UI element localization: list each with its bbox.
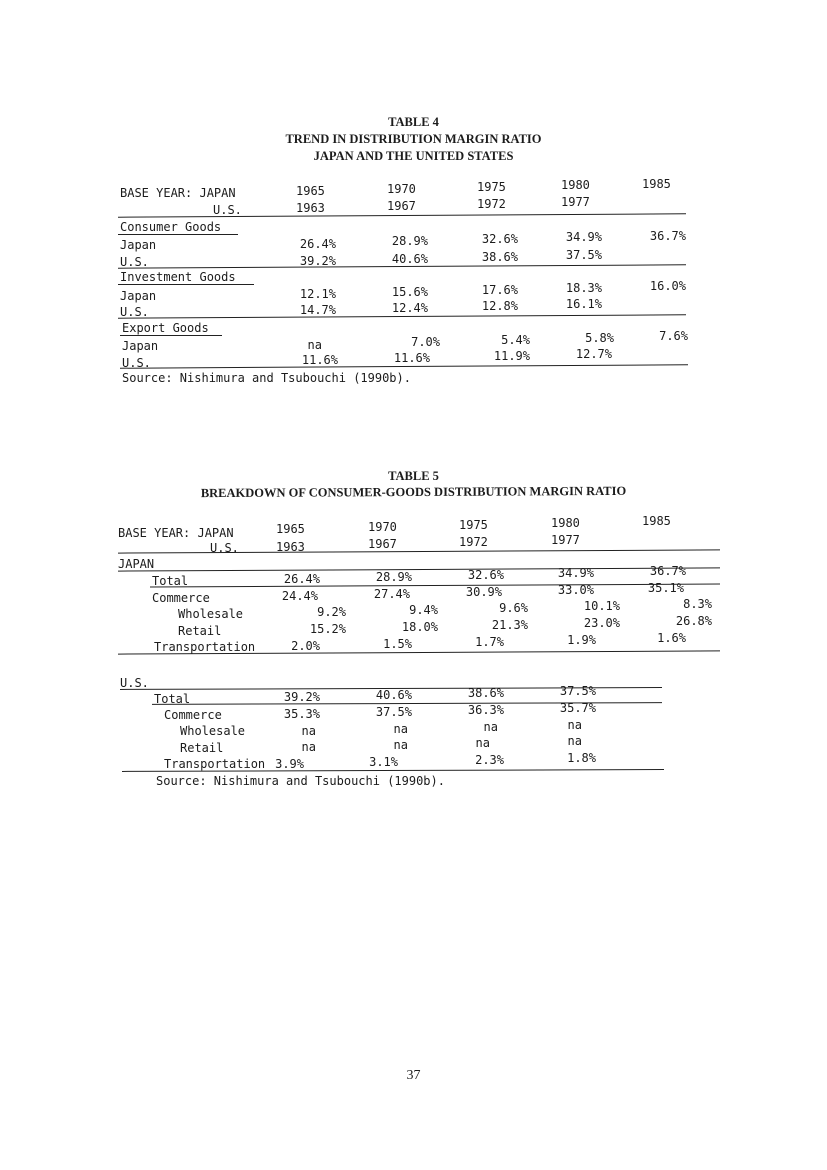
table5-cell: 9.6% (499, 601, 528, 615)
table5-japan-year: 1975 (459, 518, 488, 532)
table5-cell: 10.1% (583, 599, 620, 613)
table4-cell: 28.9% (391, 234, 428, 248)
table4-us-year-label: U.S. (213, 203, 242, 217)
table5-row-label: Retail (178, 624, 222, 638)
table5-us-year: 1967 (368, 537, 397, 551)
table4-section-underline (120, 335, 222, 336)
table5-row-label: Transportation (154, 640, 256, 654)
table5-base-year-label: BASE YEAR: JAPAN (118, 526, 234, 540)
table5-cell: 23.0% (583, 616, 620, 630)
table5-cell: na (483, 720, 498, 734)
table5-cell: 33.0% (557, 583, 594, 597)
table5-cell: 9.4% (409, 603, 438, 617)
table5-us-year: 1963 (276, 540, 305, 554)
table5-section-japan: JAPAN (118, 557, 155, 571)
table5-cell: 37.5% (375, 705, 412, 719)
table5-cell: 40.6% (375, 688, 412, 702)
table4-us-year: 1972 (477, 197, 506, 211)
table4-base-year-label: BASE YEAR: JAPAN (120, 186, 236, 200)
table5-cell: 26.8% (675, 614, 712, 628)
table4-cell: 12.1% (299, 287, 336, 301)
table4-title-line1: TREND IN DISTRIBUTION MARGIN RATIO (285, 132, 542, 146)
table5-source-note: Source: Nishimura and Tsubouchi (1990b). (156, 774, 445, 788)
table5-section-rule (118, 567, 720, 571)
table4-cell: 7.0% (411, 335, 440, 349)
table4-header-rule (118, 213, 686, 217)
table5-cell: 35.7% (559, 701, 596, 715)
table5-cell: 3.9% (275, 757, 304, 771)
table5-cell: 36.3% (467, 703, 504, 717)
table4-cell: 12.4% (391, 301, 428, 315)
table5-cell: 1.5% (383, 637, 412, 651)
table4-japan-year: 1965 (296, 184, 325, 198)
table5-header-rule (118, 549, 720, 553)
table5-japan-year: 1970 (368, 520, 397, 534)
table4-us-year: 1967 (387, 199, 416, 213)
table5-cell: 35.1% (647, 581, 684, 595)
table5-cell: 38.6% (467, 686, 504, 700)
table4-cell: 16.1% (565, 297, 602, 311)
table5-row-label: Commerce (164, 708, 222, 722)
table4-cell: 18.3% (565, 281, 602, 295)
table5-cell: 2.0% (291, 639, 320, 653)
table4-cell: 26.4% (299, 237, 336, 251)
table4-row-label: U.S. (122, 356, 151, 370)
table5-cell: 9.2% (317, 605, 346, 619)
table5-row-label: Retail (180, 741, 224, 755)
table5-row-label: Commerce (152, 591, 210, 605)
table5-japan-year: 1980 (551, 516, 580, 530)
table4-section-export-goods: Export Goods (122, 321, 209, 335)
table4-cell: 36.7% (649, 229, 686, 243)
table5-cell: na (567, 718, 582, 732)
table5-cell: na (393, 738, 408, 752)
table5-cell: na (393, 722, 408, 736)
table4-cell: 39.2% (299, 254, 336, 268)
table5-cell: 3.1% (369, 755, 398, 769)
table5-row-label: Total (154, 692, 191, 706)
table4-japan-year: 1980 (561, 178, 590, 192)
table4-cell: 38.6% (481, 250, 518, 264)
table4-cell: 11.9% (493, 349, 530, 363)
table4-cell: 14.7% (299, 303, 336, 317)
table4-cell: 12.7% (575, 347, 612, 361)
table4-label: TABLE 4 (388, 115, 439, 129)
table5-cell: 24.4% (281, 589, 318, 603)
table5-row-label: Total (152, 574, 189, 588)
table5-cell: 1.6% (657, 631, 686, 645)
table4-row-label: U.S. (120, 305, 149, 319)
table5-cell: na (475, 736, 490, 750)
table5-us-year-label: U.S. (210, 541, 239, 555)
table5-cell: 39.2% (283, 690, 320, 704)
table4-title-line2: JAPAN AND THE UNITED STATES (313, 149, 514, 163)
table5-cell: 21.3% (491, 618, 528, 632)
table4-cell: 15.6% (391, 285, 428, 299)
table5-row-label: Wholesale (180, 724, 246, 738)
table4-cell: 32.6% (481, 232, 518, 246)
table5-cell: 37.5% (559, 684, 596, 698)
table4-japan-year: 1975 (477, 180, 506, 194)
table5-total-rule (150, 584, 720, 588)
table4-us-year: 1977 (561, 195, 590, 209)
table5-us-year: 1972 (459, 535, 488, 549)
table4-japan-year: 1970 (387, 182, 416, 196)
table5-cell: 18.0% (401, 620, 438, 634)
table5-cell: na (567, 734, 582, 748)
table4-row-label: Japan (120, 238, 157, 252)
table5-cell: 1.7% (475, 635, 504, 649)
table5-us-year: 1977 (551, 533, 580, 547)
page-number: 37 (406, 1068, 421, 1083)
table4-section-investment-goods: Investment Goods (120, 270, 236, 284)
table5-cell: 1.8% (567, 751, 596, 765)
table5-cell: 34.9% (557, 566, 594, 580)
table5-japan-year: 1965 (276, 522, 305, 536)
table4-cell: 7.6% (659, 329, 688, 343)
table4-section-underline (118, 284, 254, 285)
table4-section-consumer-goods: Consumer Goods (120, 220, 222, 234)
table4-cell: 11.6% (393, 351, 430, 365)
table5-row-label: Wholesale (178, 607, 244, 621)
table5-cell: 8.3% (683, 597, 712, 611)
table4-cell: 12.8% (481, 299, 518, 313)
table5-label: TABLE 5 (388, 469, 439, 483)
table4-row-label: U.S. (120, 255, 149, 269)
table4-cell: 34.9% (565, 230, 602, 244)
table5-cell: 30.9% (465, 585, 502, 599)
table5-section-us: U.S. (120, 676, 149, 690)
table5-japan-year: 1985 (642, 514, 671, 528)
table4-cell: 16.0% (649, 279, 686, 293)
table5-cell: 32.6% (467, 568, 504, 582)
table4-row-label: Japan (122, 339, 159, 353)
table5-cell: 27.4% (373, 587, 410, 601)
table5-cell: 26.4% (283, 572, 320, 586)
table5-cell: 36.7% (649, 564, 686, 578)
table4-section-underline (118, 234, 238, 235)
table4-cell: 37.5% (565, 248, 602, 262)
table4-cell: 5.8% (585, 331, 614, 345)
table5-cell: na (301, 740, 316, 754)
table4-source-note: Source: Nishimura and Tsubouchi (1990b). (122, 371, 411, 385)
table4-cell: 5.4% (501, 333, 530, 347)
table5-cell: 35.3% (283, 707, 320, 721)
table4-japan-year: 1985 (642, 177, 671, 191)
table5-cell: 28.9% (375, 570, 412, 584)
table5-cell: 1.9% (567, 633, 596, 647)
table4-cell: 11.6% (301, 353, 338, 367)
table4-cell: 17.6% (481, 283, 518, 297)
table5-title: BREAKDOWN OF CONSUMER-GOODS DISTRIBUTION MARGIN RATIO (200, 483, 627, 501)
table5-row-label: Transportation (164, 757, 266, 771)
table4-us-year: 1963 (296, 201, 325, 215)
table4-row-label: Japan (120, 289, 157, 303)
table5-cell: na (301, 724, 316, 738)
table5-cell: 15.2% (309, 622, 346, 636)
table5-cell: 2.3% (475, 753, 504, 767)
table4-cell: 40.6% (391, 252, 428, 266)
table4-cell: na (307, 338, 322, 352)
